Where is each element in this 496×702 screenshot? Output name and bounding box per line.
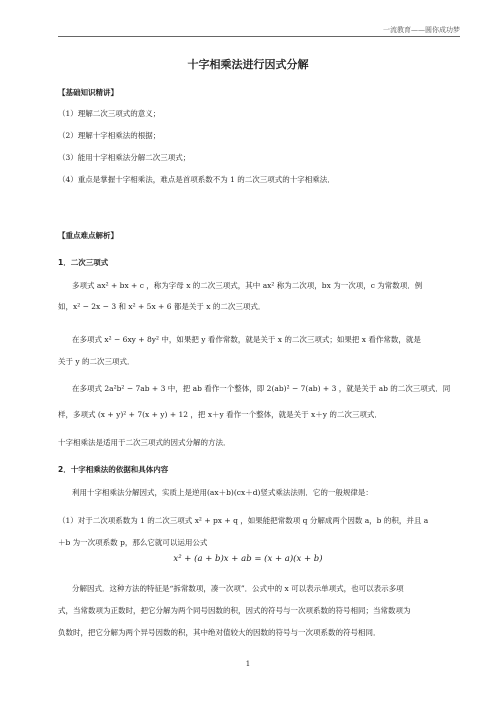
page-number: 1 xyxy=(245,660,251,668)
section-heading-key-points: 【重点难点解析】 xyxy=(58,231,118,240)
paragraph-line: 多项式 ax² + bx + c ，称为字母 x 的二次三项式，其中 ax² 称为二次项，bx 为一次项，c 为常数项．例 xyxy=(72,281,423,290)
subheading-cross-multiplication: 2．十字相乘法的依据和具体内容 xyxy=(58,465,169,474)
list-item: （4）重点是掌握十字相乘法，难点是首项系数不为 1 的二次三项式的十字相乘法． xyxy=(58,175,335,184)
header-rule xyxy=(58,36,460,37)
paragraph-line: 利用十字相乘法分解因式，实质上是逆用(ax＋b)(cx＋d)竖式乘法法则．它的一般规律是： xyxy=(72,488,373,497)
paragraph-line: （1）对于二次项系数为 1 的二次三项式 x² + px + q ，如果能把常数项 q 分解成两个因数 a，b 的积，并且 a xyxy=(58,516,429,525)
paragraph-line: 在多项式 x² − 6xy + 8y² 中，如果把 y 看作常数，就是关于 x 的二次三项式；如果把 x 看作常数，就是 xyxy=(72,335,421,344)
paragraph-line: 负数时，把它分解为两个异号因数的积，其中绝对值较大的因数的符号与一次项系数的符号相同． xyxy=(58,628,381,637)
paragraph-line: 关于 y 的二次三项式． xyxy=(58,357,135,366)
factoring-formula: x² + (a + b)x + ab = (x + a)(x + b) xyxy=(173,554,323,564)
paragraph-line: 分解因式．这种方法的特征是“拆常数项，凑一次项”．公式中的 x 可以表示单项式，也可以表示多项 xyxy=(72,584,404,593)
paragraph-line: 十字相乘法是适用于二次三项式的因式分解的方法． xyxy=(58,438,231,447)
list-item: （1）理解二次三项式的意义； xyxy=(58,109,161,118)
paragraph-line: 式，当常数项为正数时，把它分解为两个同号因数的积，因式的符号与一次项系数的符号相同；当常数项为 xyxy=(58,606,411,615)
section-heading-basics: 【基础知识精讲】 xyxy=(58,88,118,97)
paragraph-line: 如，x² − 2x − 3 和 x² + 5x + 6 都是关于 x 的二次三项式． xyxy=(58,302,266,311)
paragraph-line: 在多项式 2a²b² − 7ab + 3 中，把 ab 看作一个整体，即 2(ab)² − 7(ab) + 3 ，就是关于 ab 的二次三项式．同 xyxy=(72,384,451,393)
document-title: 十字相乘法进行因式分解 xyxy=(187,58,309,71)
list-item: （2）理解十字相乘法的根据； xyxy=(58,131,161,140)
page-header-text: 一流教育——圆你成功梦 xyxy=(383,26,460,34)
paragraph-line: ＋b 为一次项系数 p，那么它就可以运用公式 xyxy=(58,538,208,547)
subheading-quadratic-trinomial: 1．二次三项式 xyxy=(58,258,109,267)
paragraph-line: 样，多项式 (x + y)² + 7(x + y) + 12 ，把 x＋y 看作一个整体，就是关于 x＋y 的二次三项式． xyxy=(58,410,382,419)
list-item: （3）能用十字相乘法分解二次三项式； xyxy=(58,153,191,162)
